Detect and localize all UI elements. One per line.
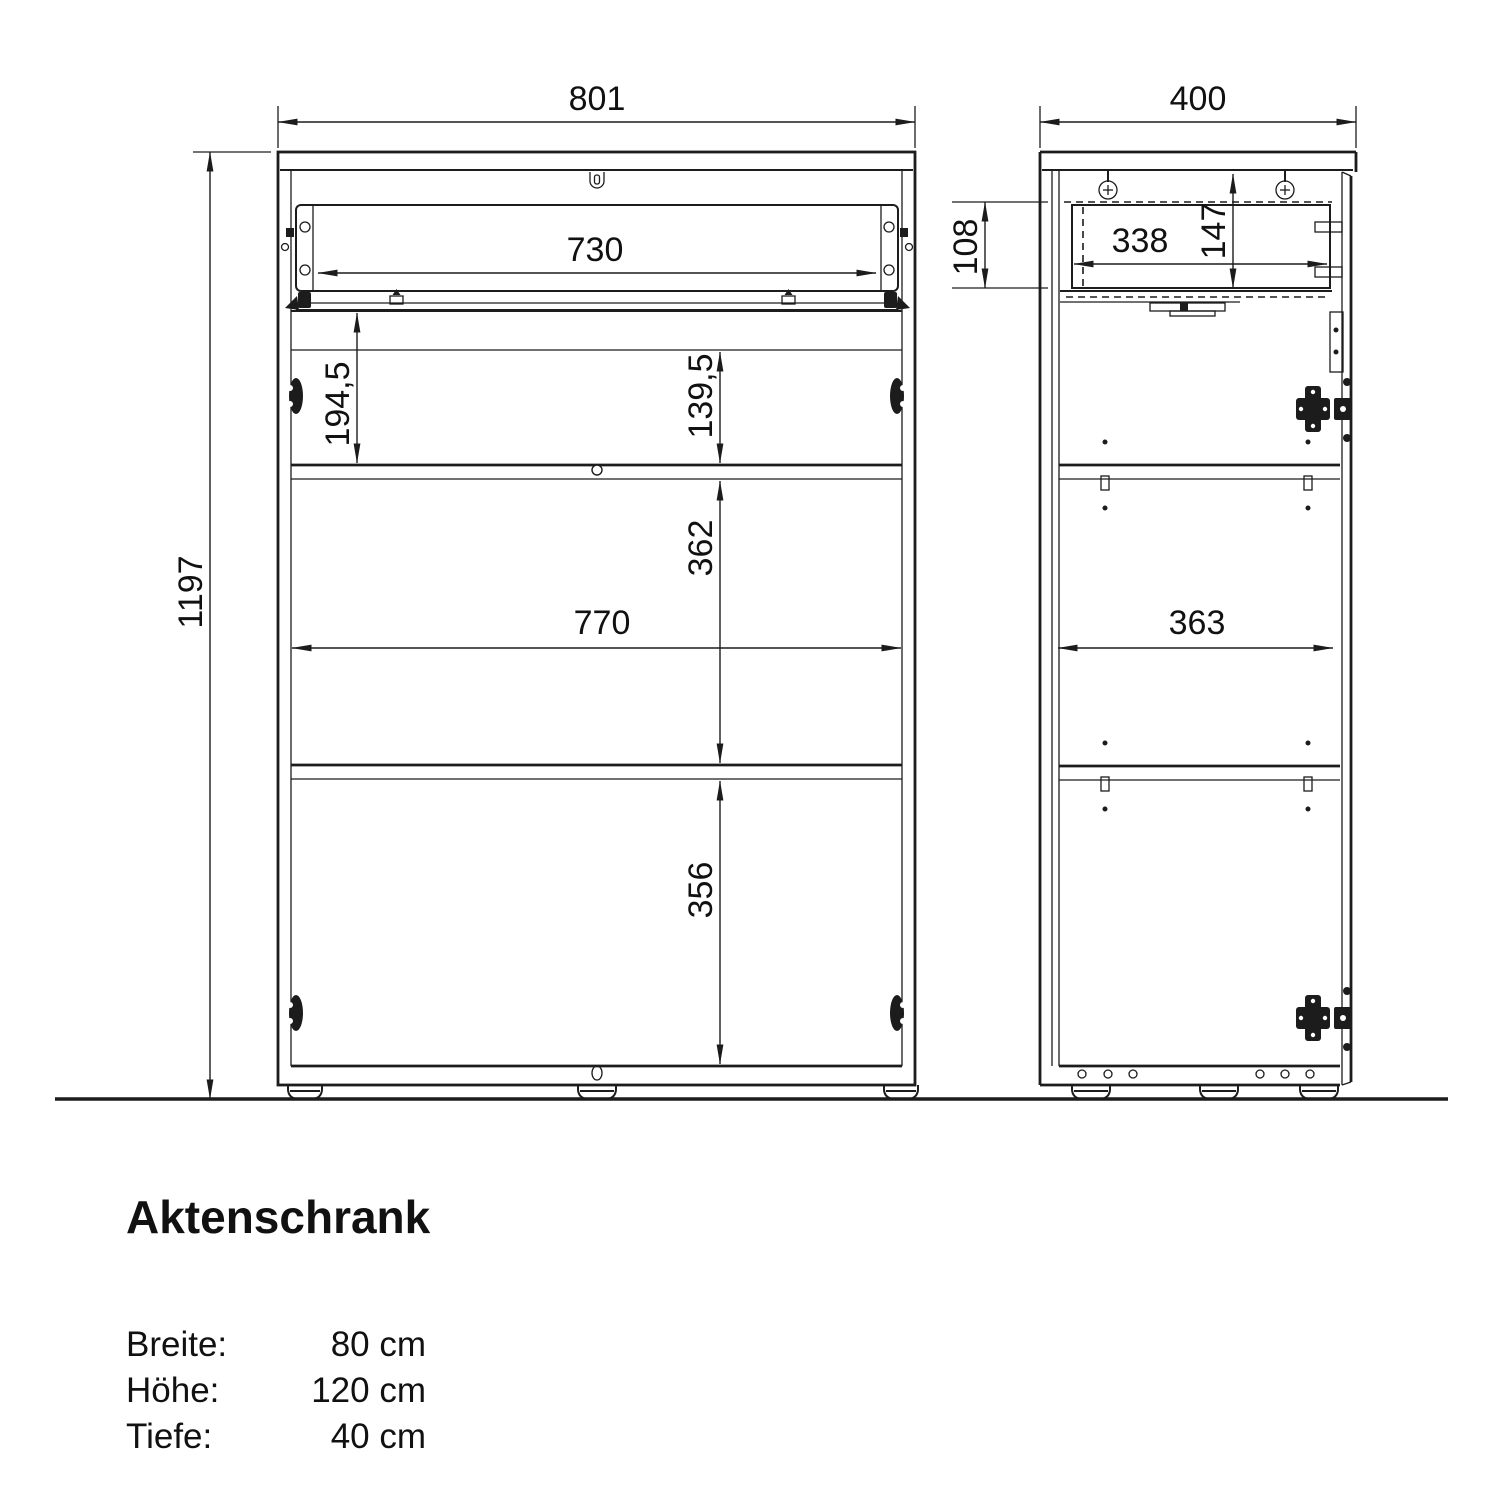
front-dimensions: [172, 80, 915, 1099]
spec-value-height: 120 cm: [311, 1371, 426, 1410]
front-view: [172, 80, 918, 1099]
drawer-inner-depth-dimension: 338: [1111, 222, 1169, 260]
front-hinges: [287, 378, 906, 1031]
side-feet: [1072, 1085, 1338, 1099]
bottom-compartment-dimension: 356: [682, 861, 720, 919]
side-dimensions: [947, 80, 1356, 648]
front-width-dimension: 801: [568, 80, 626, 118]
front-feet: [288, 1085, 918, 1099]
spec-label-height: Höhe:: [126, 1371, 220, 1410]
interior-depth-dimension: 363: [1168, 604, 1226, 642]
spec-row-depth: [126, 1414, 426, 1460]
front-shelf-upper: [291, 465, 902, 479]
interior-width-dimension: 770: [573, 604, 631, 642]
left-gap-dimension: 194,5: [319, 361, 357, 447]
drawer-side-dimension: 108: [947, 218, 985, 276]
door-side: [1315, 172, 1351, 1085]
side-shelf-upper: [1059, 440, 1340, 511]
top-screws: [1099, 170, 1294, 199]
dimension-specs: [126, 1322, 426, 1460]
depth-dimension: 400: [1169, 80, 1227, 118]
side-view: [947, 80, 1356, 1099]
side-shelf-lower: [1059, 741, 1340, 812]
side-bottom-holes: [1078, 1070, 1314, 1078]
side-hinge-bottom: [1296, 987, 1352, 1051]
right-gap-dimension: 139,5: [682, 353, 720, 439]
spec-label-depth: Tiefe:: [126, 1417, 213, 1456]
spec-value-depth: 40 cm: [330, 1417, 426, 1456]
drawer-inner-width-dimension: 730: [566, 231, 624, 269]
lock-keyhole-icon: [590, 172, 604, 188]
middle-compartment-dimension: 362: [682, 519, 720, 577]
side-hinge-top: [1296, 378, 1352, 442]
spec-row-width: [126, 1322, 426, 1368]
spec-row-height: [126, 1368, 426, 1414]
bottom-panel-hole: [592, 1066, 602, 1080]
front-height-dimension: 1197: [172, 555, 210, 629]
drawer-front-height-dimension: 147: [1195, 202, 1233, 260]
spec-value-width: 80 cm: [330, 1325, 426, 1364]
spec-label-width: Breite:: [126, 1325, 228, 1364]
front-shelf-lower: [291, 765, 902, 779]
product-title: Aktenschrank: [126, 1191, 431, 1243]
